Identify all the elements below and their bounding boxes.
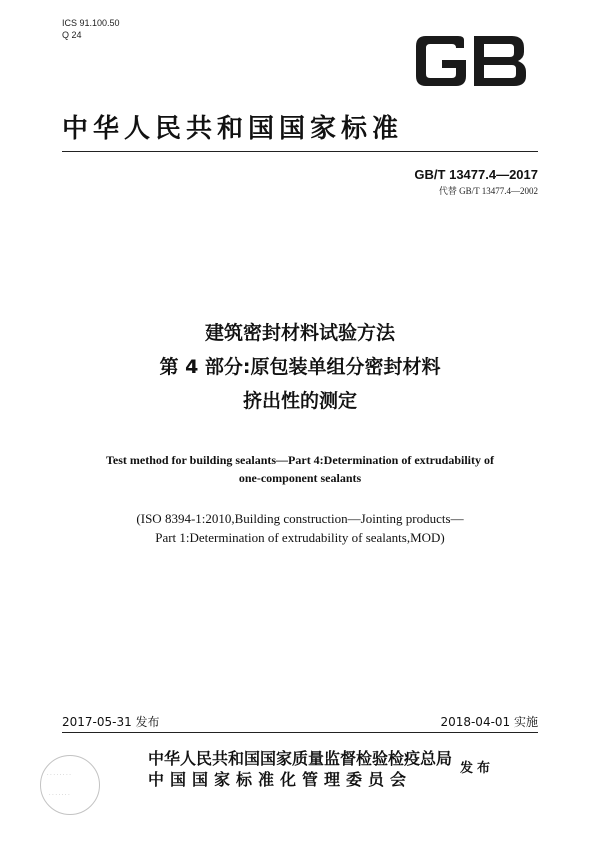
- iso-reference-line-1: (ISO 8394-1:2010,Building construction—Jointing products—: [136, 511, 464, 526]
- issue-date: 2017-05-31 发布: [62, 715, 160, 729]
- standard-number: GB/T 13477.4—2017: [414, 167, 538, 182]
- ccs-code: Q 24: [62, 30, 82, 40]
- publish-label: 发布: [460, 761, 495, 776]
- chinese-title-line-2: 第 4 部分:原包装单组分密封材料: [159, 356, 441, 378]
- issuer-line-1: 中华人民共和国国家质量监督检验检疫总局: [148, 749, 453, 768]
- implementation-date: 2018-04-01 实施: [440, 715, 538, 729]
- chinese-title: [0, 316, 600, 418]
- ics-code: ICS 91.100.50: [62, 18, 120, 28]
- iso-reference-line-2: Part 1:Determination of extrudability of sealants,MOD): [155, 530, 445, 545]
- iso-reference: [0, 509, 600, 547]
- bottom-divider: [62, 732, 538, 733]
- issuer-line-2: 中国国家标准化管理委员会: [148, 770, 413, 789]
- standard-number-block: [414, 167, 538, 197]
- top-divider: [62, 151, 538, 152]
- english-title: [0, 451, 600, 487]
- watermark-stamp-icon: · · · · · · · · · · · · · · ·: [40, 755, 100, 815]
- english-title-line-2: one-component sealants: [238, 471, 362, 485]
- classification-codes: [62, 17, 120, 41]
- chinese-title-line-1: 建筑密封材料试验方法: [204, 322, 395, 344]
- chinese-title-line-3: 挤出性的测定: [242, 390, 357, 412]
- english-title-line-1: Test method for building sealants—Part 4:Determination of extrudability of: [106, 453, 494, 467]
- issuing-authorities: [148, 748, 452, 790]
- replaces-standard: 代替 GB/T 13477.4—2002: [438, 186, 538, 196]
- org-title: 中华人民共和国国家标准: [62, 114, 404, 144]
- gb-logo-icon: [412, 34, 530, 88]
